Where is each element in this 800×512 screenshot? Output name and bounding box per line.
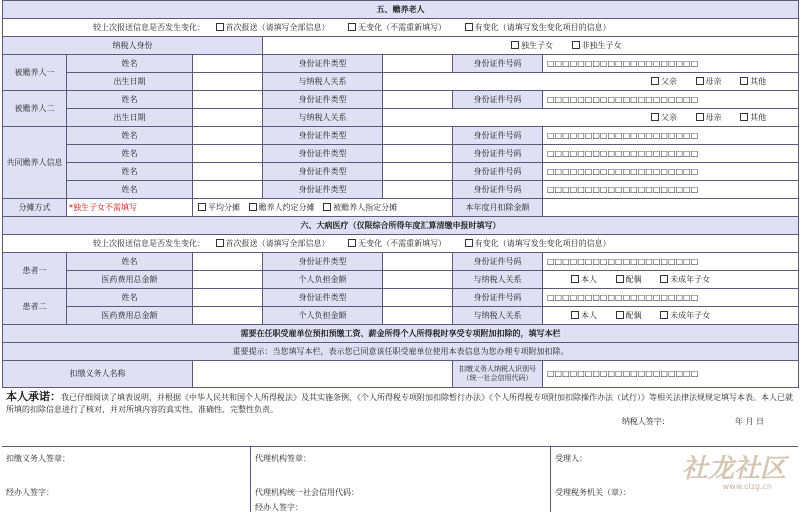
opt-only-child[interactable]: 独生子女 [511,41,553,51]
id-number-label: 身份证件号码 [453,145,543,163]
checkbox-icon [571,311,579,319]
split-method-label: 分摊方式 [3,199,67,217]
checkbox-icon [651,113,659,121]
signature-area [2,446,798,512]
id-type-label: 身份证件类型 [263,127,383,145]
dob-label: 出生日期 [67,109,193,127]
opt-spouse[interactable]: 配偶 [616,311,642,321]
opt-other[interactable]: 其他 [740,77,766,87]
medical-total-label: 医药费用总金额 [67,271,193,289]
change-question: 较上次报送信息是否发生变化： [93,22,205,32]
watermark-logo: 社龙社区 [681,454,786,484]
opt-designated-split[interactable]: 被赡养人指定分摊 [323,203,397,213]
name-field[interactable] [193,181,263,199]
id-number-boxes[interactable]: □□□□□□□□□□□□□□□□□□□□ [543,181,799,199]
id-type-field[interactable] [383,181,453,199]
checkbox-icon [660,311,668,319]
checkbox-icon [465,23,473,31]
id-number-label: 身份证件号码 [453,163,543,181]
sec5-change-row [3,19,799,37]
name-field[interactable] [193,145,263,163]
id-type-label: 身份证件类型 [263,163,383,181]
checkbox-icon [249,203,257,211]
withholding-notice: 需要在任职受雇单位预扣预缴工资、薪金所得个人所得税时享受专项附加扣除的，填写本栏 [3,325,799,343]
checkbox-icon [660,275,668,283]
checkbox-icon [651,77,659,85]
self-pay-label: 个人负担金额 [263,271,383,289]
shared-supporters-label: 共同赡养人信息 [3,127,67,199]
id-number-boxes[interactable]: □□□□□□□□□□□□□□□□□□□□ [543,91,799,109]
opt-no-change[interactable]: 无变化（不需重新填写） [348,23,446,33]
patient-1-label: 患者一 [3,253,67,289]
withholder-id-label: 扣缴义务人纳税人识别号（统一社会信用代码） [453,361,543,388]
id-number-label: 身份证件号码 [453,91,543,109]
split-note: *独生子女不需填写 [67,199,193,217]
checkbox-icon [696,113,704,121]
id-number-label: 身份证件号码 [453,289,543,307]
agent-seal-label: 代理机构签章： [255,454,311,463]
name-label: 姓名 [67,55,193,73]
id-type-label: 身份证件类型 [263,91,383,109]
checkbox-icon [696,77,704,85]
annual-deduction-label: 本年度月扣除金额 [453,199,543,217]
opt-not-only-child[interactable]: 非独生子女 [572,41,622,51]
opt-first-report[interactable]: 首次报送（请填写全部信息） [216,23,330,33]
supported-person-1-label: 被赡养人一 [3,55,67,91]
checkbox-icon [323,203,331,211]
opt-self[interactable]: 本人 [571,311,597,321]
checkbox-icon [572,41,580,49]
checkbox-icon [348,23,356,31]
withholder-name-label: 扣缴义务人名称 [3,361,193,388]
opt-first-report[interactable]: 首次报送（请填写全部信息） [216,239,330,249]
id-type-label: 身份证件类型 [263,289,383,307]
name-label: 姓名 [67,181,193,199]
checkbox-icon [348,239,356,247]
name-label: 姓名 [67,289,193,307]
id-type-field[interactable] [383,55,453,73]
checkbox-icon [216,239,224,247]
handler-label: 经办人签字： [6,488,54,497]
name-label: 姓名 [67,127,193,145]
withholder-col [2,447,250,512]
checkbox-icon [740,113,748,121]
withholder-name-field[interactable] [193,361,453,388]
checkbox-icon [616,275,624,283]
withholder-seal-label: 扣缴义务人签章： [6,454,70,463]
opt-no-change[interactable]: 无变化（不需重新填写） [348,239,446,249]
id-number-label: 身份证件号码 [453,253,543,271]
relation-label: 与纳税人关系 [263,73,383,91]
id-number-label: 身份证件号码 [453,181,543,199]
dob-field[interactable] [193,109,263,127]
id-number-boxes[interactable]: □□□□□□□□□□□□□□□□□□□□ [543,127,799,145]
deduction-form-table [2,0,799,388]
date-label: 年 月 日 [734,417,764,426]
id-type-field[interactable] [383,145,453,163]
id-number-boxes[interactable]: □□□□□□□□□□□□□□□□□□□□ [543,145,799,163]
taxpayer-sign-label: 纳税人签字： [621,417,670,426]
opt-mother[interactable]: 母亲 [696,77,722,87]
opt-minor-child[interactable]: 未成年子女 [660,311,710,321]
id-type-label: 身份证件类型 [263,55,383,73]
id-number-boxes[interactable]: □□□□□□□□□□□□□□□□□□□□ [543,55,799,73]
tax-office-label: 受理税务机关（章）： [555,488,631,497]
checkbox-icon [198,203,206,211]
self-pay-field[interactable] [383,307,453,325]
checkbox-icon [571,275,579,283]
watermark-url: www.clzg.cn [722,482,772,491]
dob-field[interactable] [193,73,263,91]
opt-changed[interactable]: 有变化（请填写发生变化项目的信息） [465,239,611,249]
name-label: 姓名 [67,163,193,181]
opt-father[interactable]: 父亲 [651,77,677,87]
section5-title: 五、赡养老人 [3,1,799,19]
name-field[interactable] [193,163,263,181]
id-type-label: 身份证件类型 [263,145,383,163]
name-label: 姓名 [67,91,193,109]
important-notice: 重要提示：当您填写本栏，表示您已同意该任职受雇单位使用本表信息为您办理专项附加扣除。 [3,343,799,361]
name-field[interactable] [193,55,263,73]
id-type-label: 身份证件类型 [263,253,383,271]
patient-2-label: 患者二 [3,289,67,325]
name-label: 姓名 [67,253,193,271]
name-label: 姓名 [67,145,193,163]
withholder-id-boxes[interactable]: □□□□□□□□□□□□□□□□□□□□ [543,361,799,388]
annual-deduction-field[interactable] [543,199,799,217]
medical-total-field[interactable] [193,271,263,289]
self-pay-field[interactable] [383,271,453,289]
opt-minor-child[interactable]: 未成年子女 [660,275,710,285]
opt-spouse[interactable]: 配偶 [616,275,642,285]
relation-label: 与纳税人关系 [453,307,543,325]
sec6-change-row: 较上次报送信息是否发生变化： 首次报送（请填写全部信息） 无变化（不需重新填写） 有变化（请填写发生变化项目的信息） [3,235,799,253]
name-field[interactable] [193,253,263,271]
opt-even-split[interactable]: 平均分摊 [198,203,240,213]
agent-handler-label: 经办人签字： [255,503,303,512]
id-type-field[interactable] [383,253,453,271]
promise-block [0,388,800,428]
opt-other[interactable]: 其他 [740,113,766,123]
id-number-label: 身份证件号码 [453,127,543,145]
promise-title: 本人承诺： [6,390,61,403]
acceptor-label: 受理人： [555,454,587,463]
section6-title: 六、大病医疗（仅限综合所得年度汇算清缴申报时填写） [3,217,799,235]
id-type-field[interactable] [383,163,453,181]
dob-label: 出生日期 [67,73,193,91]
id-type-label: 身份证件类型 [263,181,383,199]
id-number-boxes[interactable]: □□□□□□□□□□□□□□□□□□□□ [543,163,799,181]
agent-col [250,447,551,512]
medical-total-field[interactable] [193,307,263,325]
name-field[interactable] [193,289,263,307]
checkbox-icon [465,239,473,247]
relation-label: 与纳税人关系 [263,109,383,127]
taxpayer-identity-label: 纳税人身份 [3,37,263,55]
id-number-boxes[interactable]: □□□□□□□□□□□□□□□□□□□□ [543,253,799,271]
supported-person-2-label: 被赡养人二 [3,91,67,127]
checkbox-icon [511,41,519,49]
id-number-boxes[interactable]: □□□□□□□□□□□□□□□□□□□□ [543,289,799,307]
relation-label: 与纳税人关系 [453,271,543,289]
opt-mother[interactable]: 母亲 [696,113,722,123]
id-type-field[interactable] [383,91,453,109]
opt-agreed-split[interactable]: 赡养人约定分摊 [249,203,315,213]
checkbox-icon [216,23,224,31]
opt-father[interactable]: 父亲 [651,113,677,123]
checkbox-icon [740,77,748,85]
name-field[interactable] [193,91,263,109]
id-number-label: 身份证件号码 [453,55,543,73]
opt-self[interactable]: 本人 [571,275,597,285]
medical-total-label: 医药费用总金额 [67,307,193,325]
checkbox-icon [616,311,624,319]
opt-changed[interactable]: 有变化（请填写发生变化项目的信息） [465,23,611,33]
id-type-field[interactable] [383,289,453,307]
id-type-field[interactable] [383,127,453,145]
self-pay-label: 个人负担金额 [263,307,383,325]
name-field[interactable] [193,127,263,145]
promise-text: 我已仔细阅读了填表说明，并根据《中华人民共和国个人所得税法》及其实施条例、《个人所得税专项附加扣除暂行办法》《个人所得税专项附加扣除操作办法（试行）》等相关法律法规规定填写本表。本人已就所填的扣除信息进行了核对，并对所填内容的真实性、准确性、完整性负责。 [6,393,793,414]
agent-code-label: 代理机构统一社会信用代码： [255,488,359,497]
